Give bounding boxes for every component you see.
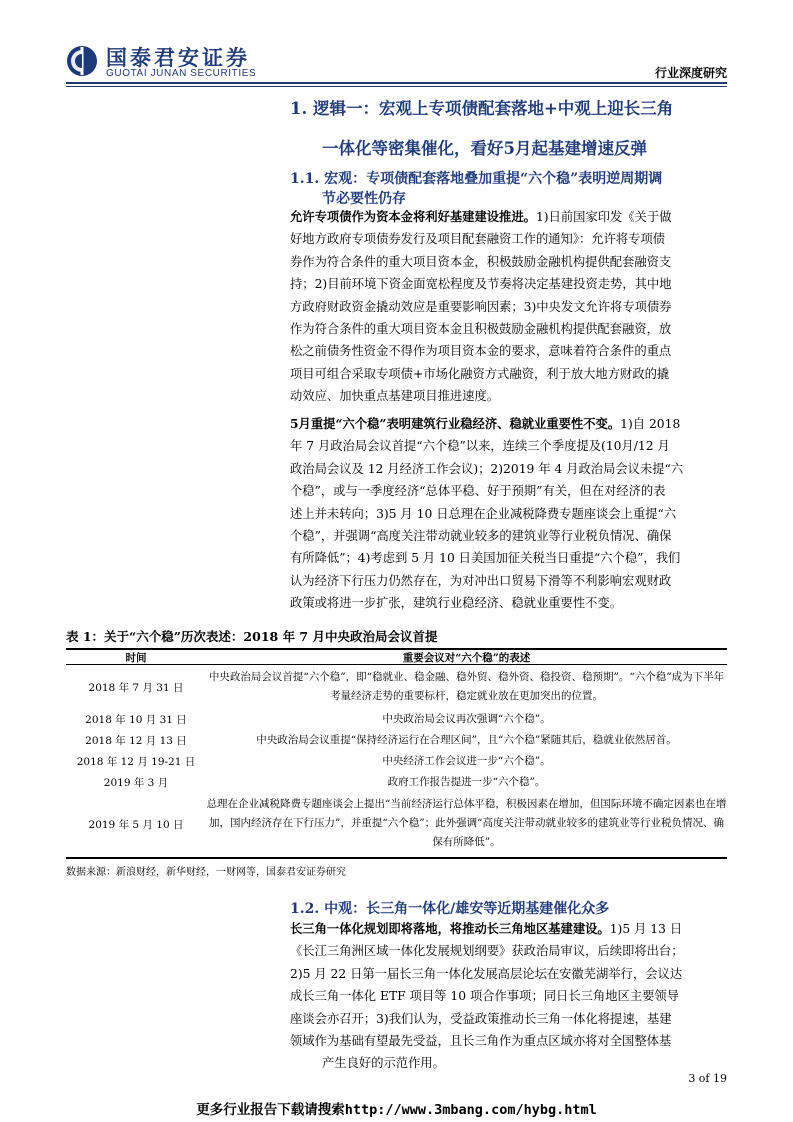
brand-name-cn: 国泰君安证券 [106, 46, 250, 70]
section-1-title-line-1: 1. 逻辑一：宏观上专项债配套落地+中观上迎长三角 [290, 99, 674, 118]
table-cell-description: 中央政治局会议首提“六个稳”，即“稳就业、稳金融、稳外贸、稳外资、稳投资、稳预期”。“六个稳”成为下半年考量经济走势的重要标杆，稳定就业放在更加突出的位置。 [208, 671, 725, 702]
paragraph-line: 松之前债务性资金不得作为项目资本金的要求，意味着符合条件的重点 [290, 344, 672, 359]
paragraph-lead: 长三角一体化规划即将落地，将推动长三角地区基建建设。 [290, 921, 610, 936]
table-cell-description: 中央政治局会议重提“保持经济运行在合理区间”，且“六个稳”紧随其后，稳就业依然居首。 [256, 734, 677, 746]
table-cell-description: 中央经济工作会议进一步“六个稳”。 [382, 755, 551, 767]
paragraph-line: 认为经济下行压力仍然存在，为对冲出口贸易下滑等不利影响宏观财政 [290, 573, 672, 588]
brand-name-en: GUOTAI JUNAN SECURITIES [106, 68, 257, 79]
paragraph-line: 2)5 月 22 日第一届长三角一体化发展高层论坛在安徽芜湖举行，会议达 [290, 966, 683, 981]
table-header-description: 重要会议对“六个稳”的表述 [402, 652, 531, 664]
paragraph-line: 动效应、加快重点基建项目推进速度。 [290, 389, 500, 404]
table-cell-time: 2018 年 12 月 19-21 日 [76, 756, 196, 768]
paragraph-line: 《长江三角洲区域一体化发展规划纲要》获政治局审议，后续即将出台； [290, 944, 684, 959]
paragraph-line: 产生良好的示范作用。 [322, 1056, 445, 1071]
paragraph-yangtze-delta [290, 918, 727, 1075]
section-1-title-line-2: 一体化等密集催化，看好5月起基建增速反弹 [322, 139, 647, 158]
paragraph-line: 方政府财政资金撬动效应是重要影响因素；3)中央发文允许将专项债券 [290, 299, 672, 314]
table-cell-description: 总理在企业减税降费专题座谈会上提出“当前经济运行总体平稳，积极因素在增加，但国际环境不确定因素也在增加，国内经济存在下行压力”，并重提“六个稳”；此外强调“高度关注带动就业较多的建筑业等行业税负情况、确保有所降低”。 [206, 798, 727, 848]
paragraph-lead: 允许专项债作为资本金将利好基建建设推进。 [290, 209, 536, 224]
header-divider [66, 82, 727, 84]
paragraph-lead: 5月重提“六个稳”表明建筑行业稳经济、稳就业重要性不变。 [290, 416, 621, 431]
paragraph-line: 好地方政府专项债券发行及项目配套融资工作的通知》：允许将专项债 [290, 232, 666, 247]
paragraph-line: 作为符合条件的重大项目资本金且积极鼓励金融机构提供配套融资，放 [290, 322, 672, 337]
table-source-note: 数据来源：新浪财经，新华财经，一财网等，国泰君安证券研究 [66, 867, 346, 878]
paragraph-six-stabilities [290, 413, 727, 615]
company-logo-icon [66, 45, 98, 77]
paragraph-special-bonds [290, 206, 727, 408]
table-cell-time: 2018 年 7 月 31 日 [88, 682, 184, 694]
table-header-rule [66, 664, 727, 665]
paragraph-line: 政策或将进一步扩张，建筑行业稳经济、稳就业重要性不变。 [290, 596, 623, 611]
paragraph-line: 1)日前国家印发《关于做 [535, 210, 672, 224]
paragraph-line: 个稳”，或与一季度经济“总体平稳、好于预期”有关，但在对经济的表 [290, 484, 666, 499]
table-cell-time: 2018 年 10 月 31 日 [85, 714, 187, 726]
page-number: 3 of 19 [688, 1072, 727, 1085]
section-1-1-title-line-1: 1.1. 宏观：专项债配套落地叠加重提“六个稳”表明逆周期调 [290, 171, 663, 187]
table-bottom-rule [66, 857, 727, 859]
table-cell-time: 2019 年 5 月 10 日 [88, 819, 184, 831]
table-cell-description: 中央政治局会议再次强调“六个稳”。 [382, 713, 551, 725]
paragraph-line: 项目可组合采取专项债+市场化融资方式融资，利于放大地方财政的撬 [290, 366, 670, 381]
header-divider-thin [66, 86, 727, 87]
table-1-title: 表 1：关于“六个稳”历次表述：2018 年 7 月中央政治局会议首提 [66, 629, 438, 644]
paragraph-line: 1)5 月 13 日 [609, 922, 683, 936]
table-header-time: 时间 [125, 652, 147, 664]
table-cell-description: 政府工作报告提进一步“六个稳”。 [387, 776, 546, 788]
paragraph-line: 持；2)目前环境下资金面宽松程度及节奏将决定基建投资走势，其中地 [290, 277, 672, 292]
paragraph-line: 领域作为基础有望最先受益，且长三角作为重点区域亦将对全国整体基 [290, 1034, 672, 1049]
section-1-2-title: 1.2. 中观：长三角一体化/雄安等近期基建催化众多 [290, 901, 610, 917]
section-1-1-title-line-2: 节必要性仍存 [322, 191, 406, 207]
paragraph-line: 个稳”，并强调“高度关注带动就业较多的建筑业等行业税负情况、确保 [290, 529, 672, 544]
paragraph-line: 有所降低”；4)考虑到 5 月 10 日美国加征关税当日重提“六个稳”，我们 [290, 551, 681, 566]
paragraph-line: 1)自 2018 [620, 417, 681, 431]
report-type-label: 行业深度研究 [654, 66, 727, 80]
paragraph-line: 座谈会亦召开；3)我们认为，受益政策推动长三角一体化将提速，基建 [290, 1011, 672, 1026]
table-cell-time: 2018 年 12 月 13 日 [85, 735, 187, 747]
paragraph-line: 述上并未转向；3)5 月 10 日总理在企业减税降费专题座谈会上重提“六 [290, 506, 677, 521]
paragraph-line: 年 7 月政治局会议首提“六个稳”以来，连续三个季度提及(10月/12 月 [290, 439, 670, 454]
paragraph-line: 成长三角一体化 ETF 项目等 10 项合作事项；同日长三角地区主要领导 [290, 989, 680, 1004]
paragraph-line: 券作为符合条件的重大项目资本金，积极鼓励金融机构提供配套融资支 [290, 254, 672, 269]
paragraph-line: 政治局会议及 12 月经济工作会议)；2)2019 年 4 月政治局会议未提“六 [290, 461, 684, 476]
table-cell-time: 2019 年 3 月 [103, 777, 169, 789]
download-promo-link[interactable]: 更多行业报告下载请搜索http://www.3mbang.com/hybg.html [196, 1102, 597, 1118]
